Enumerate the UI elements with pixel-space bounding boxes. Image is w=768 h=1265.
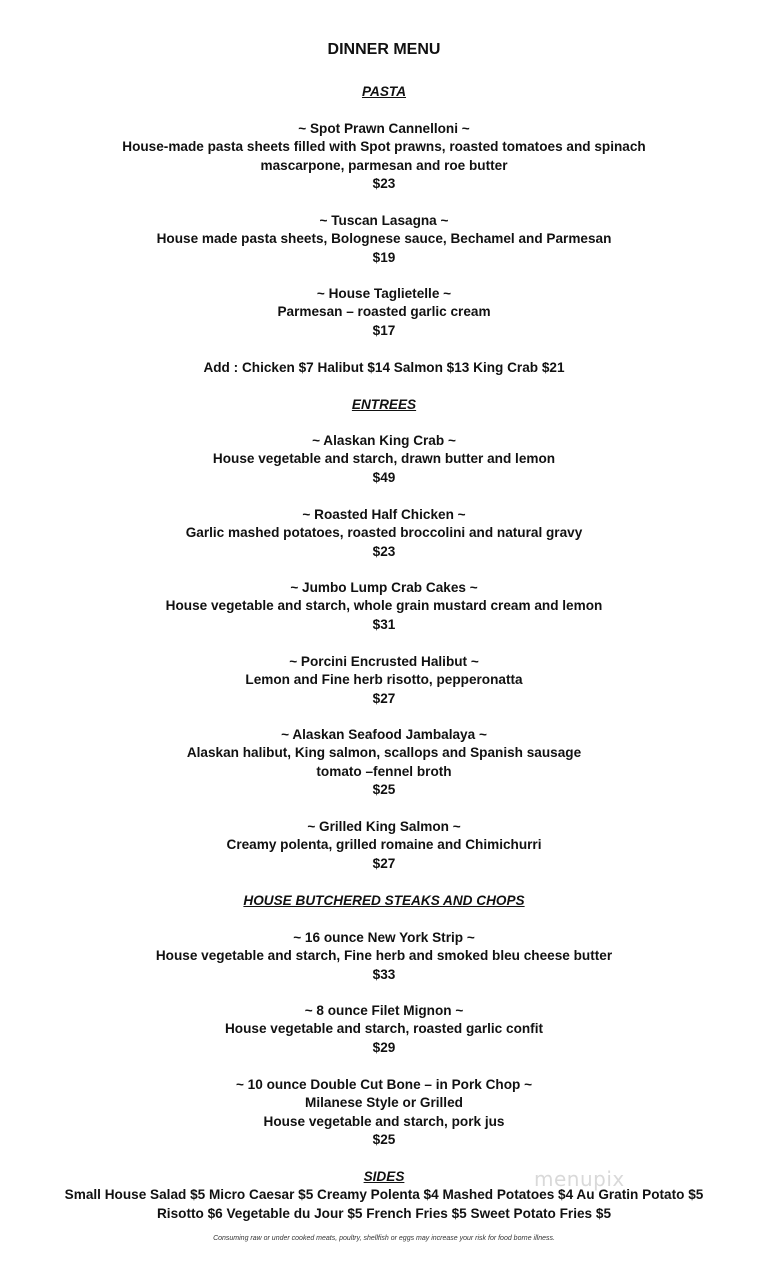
item-description: House vegetable and starch, pork jus <box>263 1113 505 1129</box>
item-name: ~ Porcini Encrusted Halibut ~ <box>289 654 479 669</box>
menu-item-house-taglietelle <box>0 285 768 340</box>
item-description: Creamy polenta, grilled romaine and Chimichurri <box>226 837 542 853</box>
item-price: $25 <box>372 1132 396 1148</box>
item-description: Milanese Style or Grilled <box>305 1095 463 1111</box>
item-name: ~ Spot Prawn Cannelloni ~ <box>298 121 470 136</box>
item-price: $23 <box>372 543 396 559</box>
item-price: $23 <box>372 176 396 192</box>
section-heading-steaks: HOUSE BUTCHERED STEAKS AND CHOPS <box>243 893 525 908</box>
item-description: House vegetable and starch, roasted garlic confit <box>224 1021 544 1037</box>
item-description: mascarpone, parmesan and roe butter <box>260 157 508 173</box>
item-name: ~ Alaskan King Crab ~ <box>312 433 456 448</box>
item-description: House vegetable and starch, Fine herb and smoked bleu cheese butter <box>155 948 613 964</box>
item-description: House made pasta sheets, Bolognese sauce, Bechamel and Parmesan <box>156 231 612 247</box>
section-heading-entrees: ENTREES <box>351 397 417 412</box>
item-name: ~ 10 ounce Double Cut Bone – in Pork Chop ~ <box>235 1077 533 1092</box>
menu-item-spot-prawn-cannelloni <box>0 120 768 194</box>
item-description: House vegetable and starch, whole grain mustard cream and lemon <box>165 598 603 614</box>
item-description: Garlic mashed potatoes, roasted broccolini and natural gravy <box>185 525 583 541</box>
menu-item-grilled-king-salmon <box>0 818 768 873</box>
item-price: $49 <box>372 469 396 485</box>
item-price: $19 <box>372 249 396 265</box>
menu-item-jumbo-lump-crab-cakes <box>0 579 768 634</box>
menu-item-tuscan-lasagna <box>0 212 768 267</box>
item-name: ~ House Taglietelle ~ <box>316 286 452 301</box>
menu-item-alaskan-seafood-jambalaya <box>0 726 768 800</box>
item-description: tomato –fennel broth <box>316 763 452 779</box>
item-description: House-made pasta sheets filled with Spot prawns, roasted tomatoes and spinach <box>122 139 646 155</box>
item-price: $25 <box>372 782 396 798</box>
item-description: House vegetable and starch, drawn butter and lemon <box>212 451 556 467</box>
item-name: ~ Jumbo Lump Crab Cakes ~ <box>290 580 478 595</box>
item-description: Lemon and Fine herb risotto, pepperonatta <box>245 672 523 688</box>
item-price: $31 <box>372 616 396 632</box>
item-name: ~ Alaskan Seafood Jambalaya ~ <box>281 727 487 742</box>
item-description: Alaskan halibut, King salmon, scallops and Spanish sausage <box>186 745 582 761</box>
item-price: $27 <box>372 855 396 871</box>
item-name: ~ Roasted Half Chicken ~ <box>302 507 466 522</box>
sides-list-line: Risotto $6 Vegetable du Jour $5 French Fries $5 Sweet Potato Fries $5 <box>156 1206 612 1221</box>
menu-item-filet-mignon <box>0 1002 768 1057</box>
item-name: ~ 8 ounce Filet Mignon ~ <box>304 1003 464 1018</box>
section-heading-sides: SIDES <box>363 1169 405 1184</box>
item-price: $27 <box>372 690 396 706</box>
pasta-addons: Add : Chicken $7 Halibut $14 Salmon $13 King Crab $21 <box>203 360 565 375</box>
page-title: DINNER MENU <box>327 41 441 58</box>
menupix-watermark: menupix <box>534 1167 625 1191</box>
menu-item-alaskan-king-crab <box>0 432 768 487</box>
item-name: ~ Tuscan Lasagna ~ <box>319 213 449 228</box>
item-name: ~ Grilled King Salmon ~ <box>307 819 461 834</box>
menu-item-porcini-encrusted-halibut <box>0 653 768 708</box>
item-description: Parmesan – roasted garlic cream <box>277 304 491 320</box>
sides-list-line: Small House Salad $5 Micro Caesar $5 Creamy Polenta $4 Mashed Potatoes $4 Au Gratin Potato $5 <box>64 1187 704 1202</box>
item-price: $33 <box>372 966 396 982</box>
menu-item-new-york-strip <box>0 929 768 984</box>
section-heading-pasta: PASTA <box>361 84 407 99</box>
item-price: $29 <box>372 1039 396 1055</box>
menu-item-roasted-half-chicken <box>0 506 768 561</box>
food-safety-disclaimer: Consuming raw or under cooked meats, poultry, shellfish or eggs may increase your risk for food borne illness. <box>213 1235 555 1242</box>
item-price: $17 <box>372 322 396 338</box>
menu-item-pork-chop <box>0 1076 768 1150</box>
item-name: ~ 16 ounce New York Strip ~ <box>293 930 475 945</box>
